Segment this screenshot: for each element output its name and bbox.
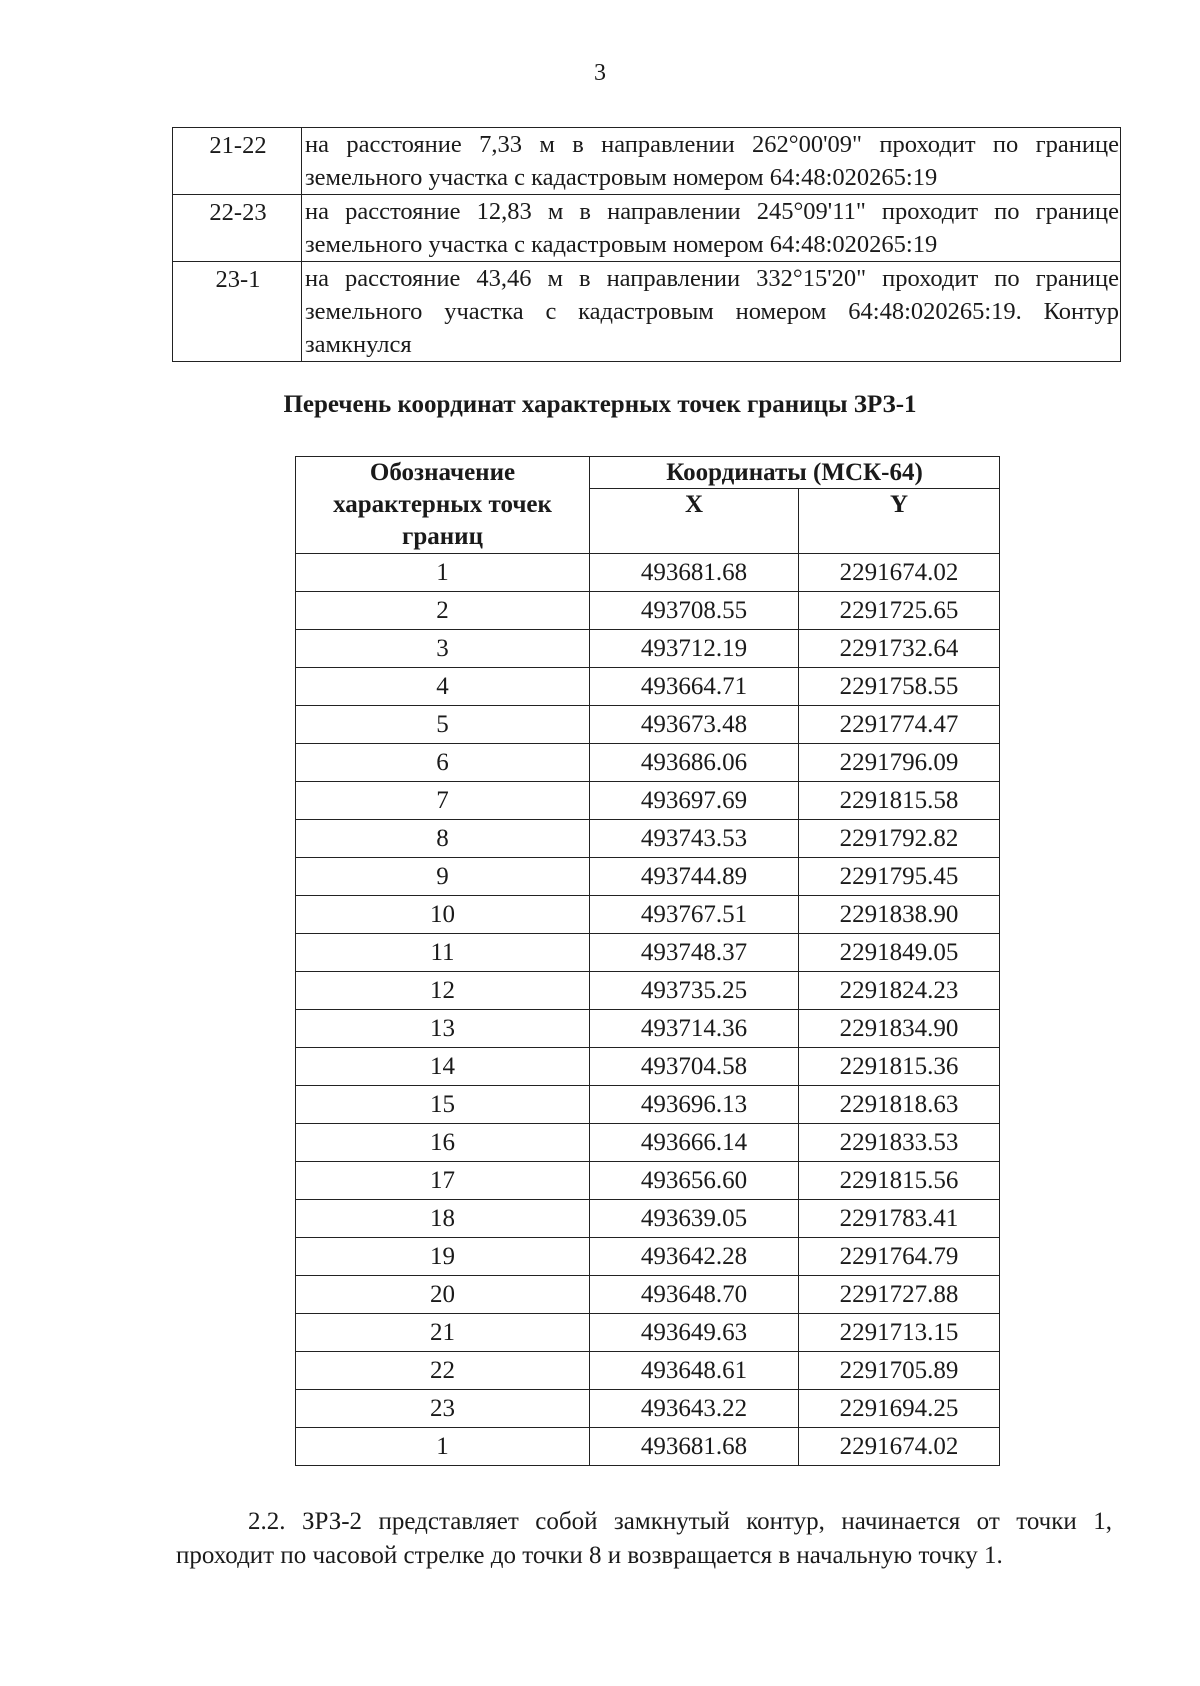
segment-row xyxy=(173,195,1121,262)
coord-y: 2291705.89 xyxy=(799,1352,1000,1390)
segment-row xyxy=(173,128,1121,195)
coord-y: 2291849.05 xyxy=(799,934,1000,972)
point-number: 14 xyxy=(296,1048,590,1086)
coord-x: 493748.37 xyxy=(590,934,799,972)
coord-y: 2291833.53 xyxy=(799,1124,1000,1162)
point-number: 17 xyxy=(296,1162,590,1200)
coord-x: 493649.63 xyxy=(590,1314,799,1352)
table-row xyxy=(296,782,1000,820)
coord-y: 2291815.36 xyxy=(799,1048,1000,1086)
coord-x: 493712.19 xyxy=(590,630,799,668)
coord-x: 493643.22 xyxy=(590,1390,799,1428)
table-row xyxy=(296,1086,1000,1124)
coord-x: 493642.28 xyxy=(590,1238,799,1276)
segment-id: 21-22 xyxy=(173,128,302,195)
table-row xyxy=(296,630,1000,668)
point-number: 19 xyxy=(296,1238,590,1276)
header-x: X xyxy=(590,489,799,554)
coord-y: 2291792.82 xyxy=(799,820,1000,858)
coord-y: 2291796.09 xyxy=(799,744,1000,782)
segment-id: 23-1 xyxy=(173,262,302,362)
coord-y: 2291818.63 xyxy=(799,1086,1000,1124)
point-number: 2 xyxy=(296,592,590,630)
coord-y: 2291727.88 xyxy=(799,1276,1000,1314)
coord-x: 493681.68 xyxy=(590,1428,799,1466)
coord-y: 2291758.55 xyxy=(799,668,1000,706)
coord-x: 493639.05 xyxy=(590,1200,799,1238)
coord-x: 493686.06 xyxy=(590,744,799,782)
coord-x: 493648.70 xyxy=(590,1276,799,1314)
table-row xyxy=(296,896,1000,934)
page-number: 3 xyxy=(594,60,606,86)
coords-table-title: Перечень координат характерных точек границы ЗРЗ-1 xyxy=(283,391,917,418)
coord-y: 2291815.56 xyxy=(799,1162,1000,1200)
coord-y: 2291713.15 xyxy=(799,1314,1000,1352)
coord-x: 493767.51 xyxy=(590,896,799,934)
table-row xyxy=(296,1352,1000,1390)
table-row xyxy=(296,1276,1000,1314)
table-row xyxy=(296,858,1000,896)
coord-y: 2291732.64 xyxy=(799,630,1000,668)
coord-x: 493704.58 xyxy=(590,1048,799,1086)
coordinates-table-body xyxy=(296,554,1000,1466)
coord-y: 2291838.90 xyxy=(799,896,1000,934)
point-number: 1 xyxy=(296,554,590,592)
point-number: 7 xyxy=(296,782,590,820)
coord-x: 493648.61 xyxy=(590,1352,799,1390)
point-number: 23 xyxy=(296,1390,590,1428)
coord-y: 2291795.45 xyxy=(799,858,1000,896)
coord-y: 2291834.90 xyxy=(799,1010,1000,1048)
point-number: 5 xyxy=(296,706,590,744)
boundary-segments-table xyxy=(172,127,1121,362)
point-number: 12 xyxy=(296,972,590,1010)
point-number: 8 xyxy=(296,820,590,858)
table-row xyxy=(296,706,1000,744)
header-y: Y xyxy=(799,489,1000,554)
coord-x: 493681.68 xyxy=(590,554,799,592)
header-coordinates: Координаты (МСК-64) xyxy=(590,457,1000,489)
coord-y: 2291824.23 xyxy=(799,972,1000,1010)
segment-id: 22-23 xyxy=(173,195,302,262)
coord-y: 2291725.65 xyxy=(799,592,1000,630)
coord-x: 493656.60 xyxy=(590,1162,799,1200)
table-row xyxy=(296,1314,1000,1352)
table-row xyxy=(296,592,1000,630)
table-row xyxy=(296,1048,1000,1086)
coord-x: 493696.13 xyxy=(590,1086,799,1124)
segment-description: на расстояние 7,33 м в направлении 262°00'09" проходит по границе земельного участка с кадастровым номером 64:48:020265:19 xyxy=(302,128,1121,195)
coordinates-table-header xyxy=(296,457,1000,554)
coord-x: 493697.69 xyxy=(590,782,799,820)
point-number: 6 xyxy=(296,744,590,782)
coord-y: 2291774.47 xyxy=(799,706,1000,744)
coord-x: 493708.55 xyxy=(590,592,799,630)
coord-x: 493664.71 xyxy=(590,668,799,706)
section-paragraph: 2.2. ЗРЗ-2 представляет собой замкнутый контур, начинается от точки 1, проходит по часовой стрелке до точки 8 и возвращается в начальную точку 1. xyxy=(176,1508,1112,1569)
header-designation: Обозначение характерных точек границ xyxy=(296,457,590,554)
point-number: 3 xyxy=(296,630,590,668)
segment-description: на расстояние 12,83 м в направлении 245°09'11" проходит по границе земельного участка с кадастровым номером 64:48:020265:19 xyxy=(302,195,1121,262)
point-number: 15 xyxy=(296,1086,590,1124)
table-row xyxy=(296,1238,1000,1276)
coord-x: 493744.89 xyxy=(590,858,799,896)
segment-description: на расстояние 43,46 м в направлении 332°15'20" проходит по границе земельного участка с кадастровым номером 64:48:020265:19. Контур замкнулся xyxy=(302,262,1121,362)
point-number: 1 xyxy=(296,1428,590,1466)
point-number: 18 xyxy=(296,1200,590,1238)
coord-y: 2291764.79 xyxy=(799,1238,1000,1276)
point-number: 16 xyxy=(296,1124,590,1162)
point-number: 13 xyxy=(296,1010,590,1048)
table-row xyxy=(296,820,1000,858)
coord-x: 493735.25 xyxy=(590,972,799,1010)
coord-y: 2291674.02 xyxy=(799,1428,1000,1466)
point-number: 4 xyxy=(296,668,590,706)
point-number: 22 xyxy=(296,1352,590,1390)
coord-x: 493743.53 xyxy=(590,820,799,858)
coordinates-table xyxy=(295,456,1000,1466)
table-row xyxy=(296,1124,1000,1162)
point-number: 21 xyxy=(296,1314,590,1352)
coord-y: 2291694.25 xyxy=(799,1390,1000,1428)
coord-x: 493714.36 xyxy=(590,1010,799,1048)
table-row xyxy=(296,934,1000,972)
point-number: 11 xyxy=(296,934,590,972)
table-row xyxy=(296,1010,1000,1048)
table-row xyxy=(296,972,1000,1010)
coord-y: 2291674.02 xyxy=(799,554,1000,592)
table-row xyxy=(296,668,1000,706)
point-number: 10 xyxy=(296,896,590,934)
table-row xyxy=(296,554,1000,592)
coord-y: 2291815.58 xyxy=(799,782,1000,820)
table-row xyxy=(296,1428,1000,1466)
table-row xyxy=(296,1200,1000,1238)
segment-row xyxy=(173,262,1121,362)
segments-body xyxy=(173,128,1121,362)
table-row xyxy=(296,1390,1000,1428)
coord-x: 493666.14 xyxy=(590,1124,799,1162)
coord-x: 493673.48 xyxy=(590,706,799,744)
coord-y: 2291783.41 xyxy=(799,1200,1000,1238)
table-row xyxy=(296,744,1000,782)
point-number: 9 xyxy=(296,858,590,896)
point-number: 20 xyxy=(296,1276,590,1314)
table-row xyxy=(296,1162,1000,1200)
